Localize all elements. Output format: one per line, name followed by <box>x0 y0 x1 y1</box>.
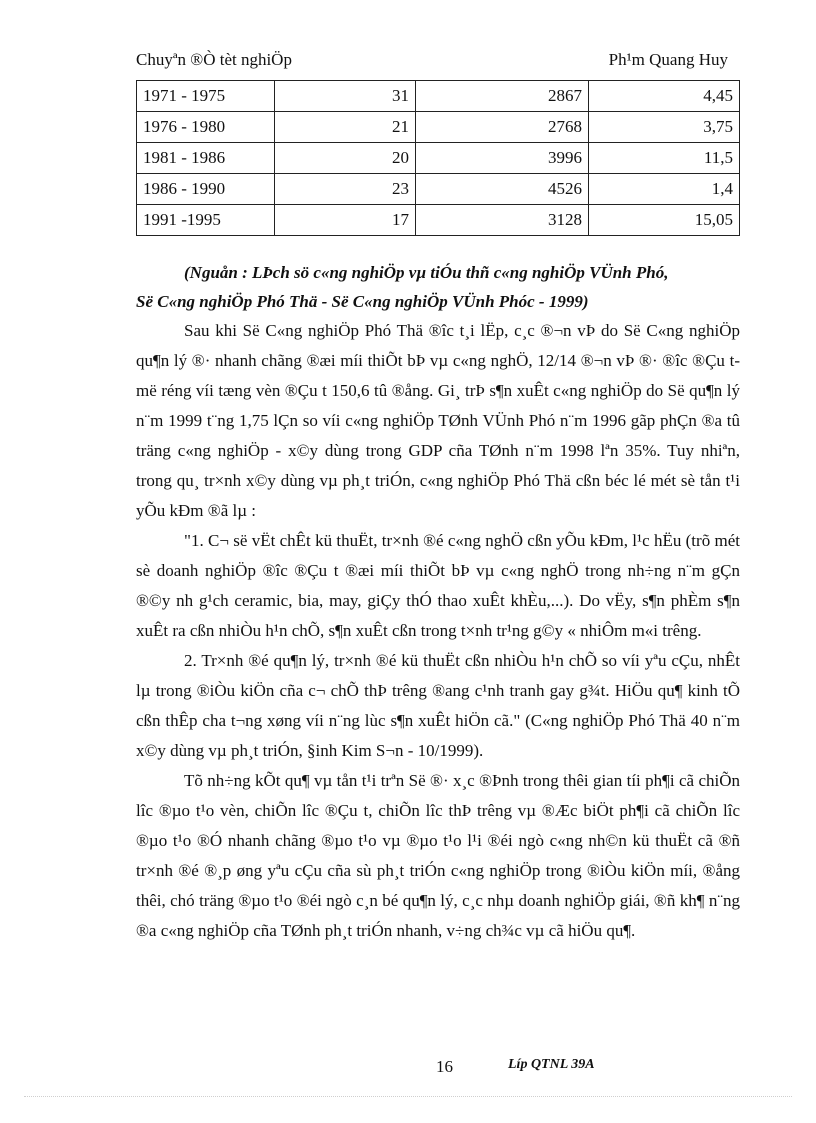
class-label: Líp QTNL 39A <box>508 1057 595 1072</box>
data-table <box>136 80 740 236</box>
paragraph: "1. C¬ së vËt chÊt kü thuËt, tr×nh ®é c«ng nghÖ cßn yÕu kÐm, l¹c hËu (trõ mét sè doanh nghiÖp ®îc ®Çu t ®æi míi thiÕt bÞ vµ c«ng nghÖ trong nh÷ng n¨m gÇn ®©y nh g¹ch ceramic, bia, may, giÇy thÓ thao xuÊt khÈu,...). Do vËy, s¶n phÈm s¶n xuÊt ra cßn nhiÒu h¹n chÕ, s¶n xuÊt cßn trong t×nh tr¹ng g©y « nhiÔm m«i trêng. <box>136 531 740 640</box>
table-cell: 4,45 <box>589 81 740 112</box>
paragraph: 2. Tr×nh ®é qu¶n lý, tr×nh ®é kü thuËt cßn nhiÒu h¹n chÕ so víi yªu cÇu, nhÊt lµ trong ®iÒu kiÖn cña c¬ chÕ thÞ trêng ®ang c¹nh tranh gay g¾t. HiÖu qu¶ kinh tÕ cßn thÊp cha t¬ng xøng víi n¨ng lùc s¶n xuÊt hiÖn cã." (C«ng nghiÖp Phó Thä 40 n¨m x©y dùng vµ ph¸t triÓn, §inh Kim S¬n - 10/1999). <box>136 651 740 760</box>
table-cell: 3,75 <box>589 112 740 143</box>
paragraph: Sau khi Së C«ng nghiÖp Phó Thä ®îc t¸i lËp, c¸c ®¬n vÞ do Së C«ng nghiÖp qu¶n lý ®· nhanh chãng ®æi míi thiÕt bÞ vµ c«ng nghÖ, 12/14 ®¬n vÞ ®· ®îc ®Çu t më réng víi tæng vèn ®Çu t 150,6 tû ®ång. Gi¸ trÞ s¶n xuÊt c«ng nghiÖp do Së qu¶n lý n¨m 1999 t¨ng 1,75 lÇn so víi c«ng nghiÖp TØnh VÜnh Phó n¨m 1996 gãp phÇn ®a tû träng c«ng nghiÖp - x©y dùng trong GDP cña TØnh n¨m 1998 lªn 35%. Tuy nhiªn, trong qu¸ tr×nh x©y dùng vµ ph¸t triÓn, c«ng nghiÖp Phó Thä cßn béc lé mét sè tån t¹i yÕu kÐm ®ã lµ : <box>136 321 740 520</box>
table-row <box>137 205 740 236</box>
page-header <box>136 50 728 74</box>
table-cell: 1986 - 1990 <box>137 174 275 205</box>
table-cell: 11,5 <box>589 143 740 174</box>
table-row <box>137 81 740 112</box>
table-cell: 4526 <box>416 174 589 205</box>
table-cell: 2768 <box>416 112 589 143</box>
source-line-2: Së C«ng nghiÖp Phó Thä - Së C«ng nghiÖp VÜnh Phóc - 1999) <box>136 292 589 311</box>
header-author: Ph¹m Quang Huy <box>608 50 728 69</box>
table-cell: 23 <box>275 174 416 205</box>
table-cell: 1981 - 1986 <box>137 143 275 174</box>
table-row <box>137 112 740 143</box>
page-footer <box>0 1057 816 1081</box>
table-cell: 21 <box>275 112 416 143</box>
table-row <box>137 143 740 174</box>
body-text <box>136 316 740 946</box>
table-cell: 1991 -1995 <box>137 205 275 236</box>
table-cell: 1,4 <box>589 174 740 205</box>
table-cell: 31 <box>275 81 416 112</box>
table-cell: 1976 - 1980 <box>137 112 275 143</box>
table-cell: 2867 <box>416 81 589 112</box>
table-cell: 1971 - 1975 <box>137 81 275 112</box>
source-line-1: (Nguån : LÞch sö c«ng nghiÖp vµ tiÓu thñ c«ng nghiÖp VÜnh Phó, <box>184 263 669 282</box>
table-row <box>137 174 740 205</box>
page-bottom-divider <box>24 1096 792 1097</box>
source-citation <box>136 258 740 316</box>
table-cell: 3996 <box>416 143 589 174</box>
table-cell: 17 <box>275 205 416 236</box>
page-number: 16 <box>436 1057 453 1076</box>
table-cell: 20 <box>275 143 416 174</box>
header-title: Chuyªn ®Ò tèt nghiÖp <box>136 50 292 69</box>
paragraph: Tõ nh÷ng kÕt qu¶ vµ tån t¹i trªn Së ®· x¸c ®Þnh trong thêi gian tíi ph¶i cã chiÕn lîc ®µo t¹o vèn, chiÕn lîc ®Çu t, chiÕn lîc thÞ trêng vµ ®Æc biÖt ph¶i cã chiÕn lîc ®µo t¹o ®Ó nhanh chãng ®µo t¹o vµ ®µo t¹o l¹i ®éi ngò c«ng nh©n kü thuËt cã ®ñ tr×nh ®é ®¸p øng yªu cÇu cña sù ph¸t triÓn c«ng nghiÖp trong ®iÒu kiÖn míi, ®ång thêi, chó träng ®µo t¹o ®éi ngò c¸n bé qu¶n lý, c¸c nhµ doanh nghiÖp giái, ®ñ kh¶ n¨ng ®a c«ng nghiÖp cña TØnh ph¸t triÓn nhanh, v÷ng ch¾c vµ cã hiÖu qu¶. <box>136 771 740 940</box>
table-cell: 3128 <box>416 205 589 236</box>
table-cell: 15,05 <box>589 205 740 236</box>
